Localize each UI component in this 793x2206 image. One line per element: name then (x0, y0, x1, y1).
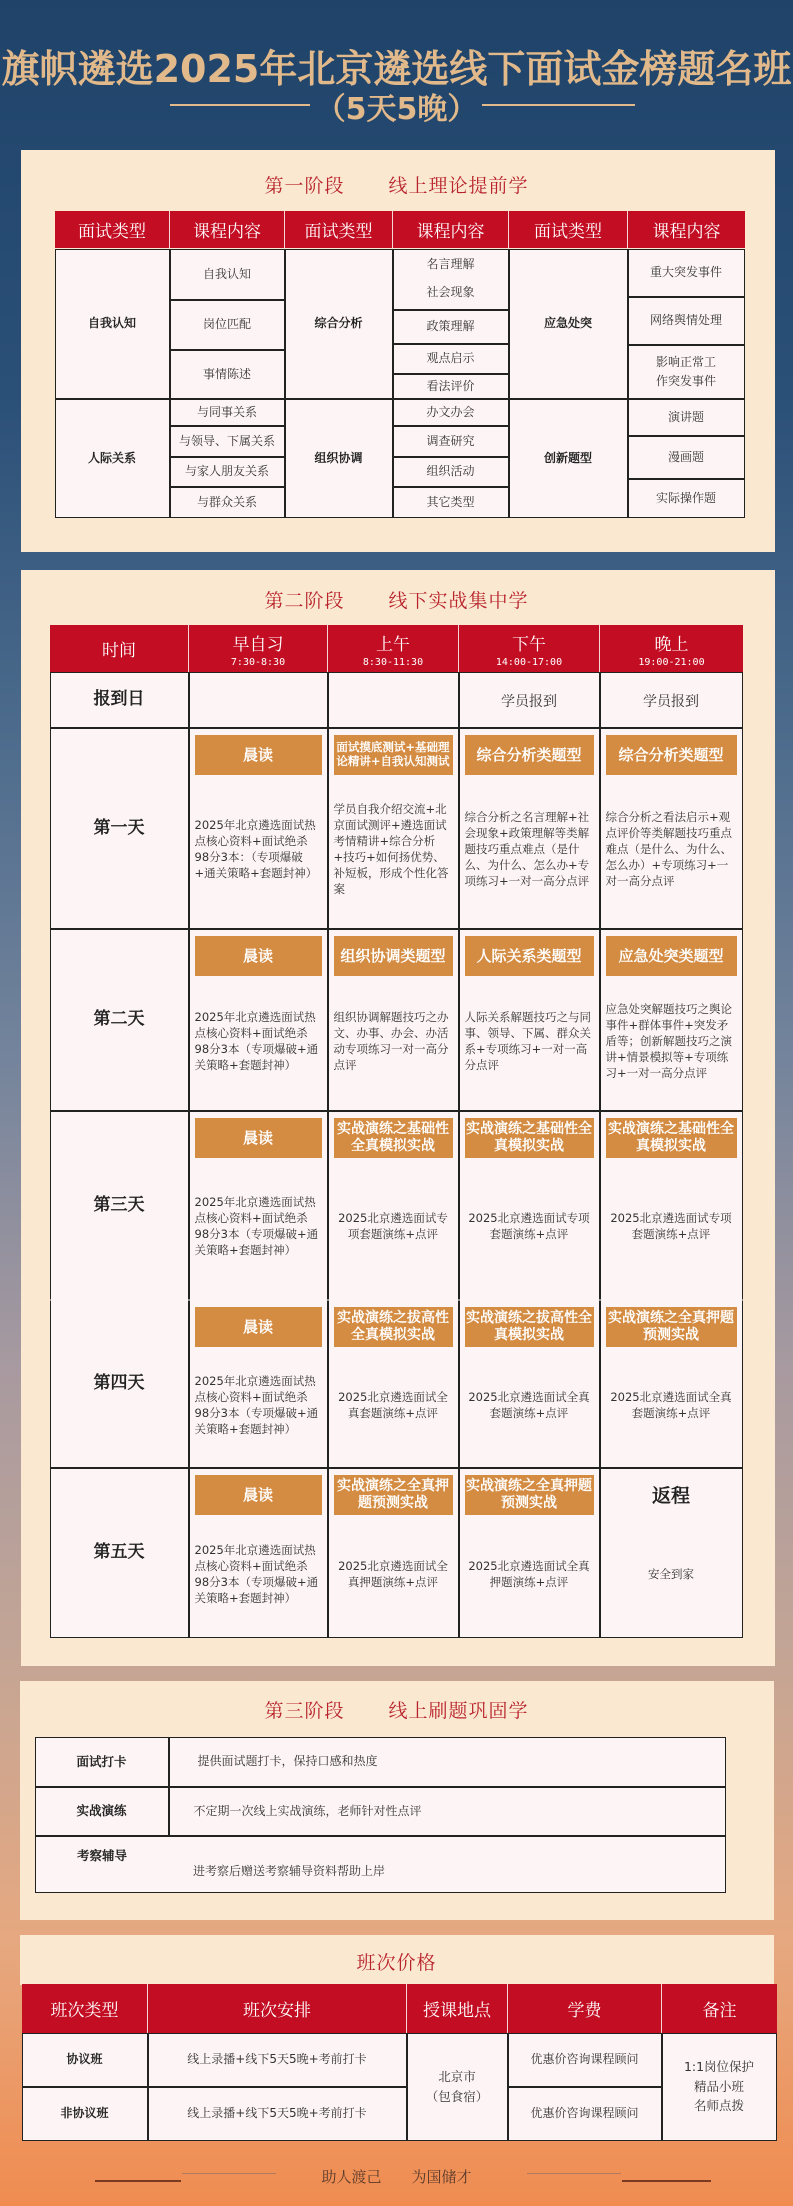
session-title: 实战演练之拔高性全真模拟实战 (334, 1307, 453, 1347)
day-label: 第四天 (50, 1300, 189, 1468)
session-title: 实战演练之全真押题预测实战 (606, 1307, 737, 1347)
session-desc: 2025北京遴选面试专项套题演练+点评 (338, 1211, 448, 1241)
type-cell: 创新题型 (509, 399, 628, 518)
content-cell: 政策理解 (393, 310, 509, 344)
col-header: 授课地点 (407, 1984, 508, 2033)
session-desc: 学员自我介绍交流+北京面试测评+遴选面试考情精讲+综合分析+技巧+如何扬优势、补短板，形成个性化答案 (333, 802, 449, 896)
schedule-cell (189, 1111, 328, 1300)
session-title: 组织协调类题型 (334, 936, 453, 976)
day-label: 第一天 (50, 728, 189, 929)
session-desc: 2025北京遴选面试专项套题演练+点评 (610, 1211, 732, 1241)
content-cell: 事情陈述 (170, 350, 285, 399)
content-cell: 组织活动 (393, 457, 509, 487)
session-title: 面试摸底测试+基础理论精讲+自我认知测试 (334, 735, 453, 775)
session-title: 晨读 (195, 936, 322, 976)
class-type: 协议班 (22, 2033, 148, 2087)
session-desc: 应急处突解题技巧之舆论事件+群体事件+突发矛盾等；创新解题技巧之演讲+情景模拟等+专项练习+一对一高分点评 (605, 1001, 732, 1080)
content-cell: 办文办会 (393, 399, 509, 426)
content-cell: 重大突发事件 (628, 249, 745, 297)
class-type: 非协议班 (22, 2087, 148, 2141)
content-cell: 调查研究 (393, 426, 509, 457)
session-title: 晨读 (195, 1307, 322, 1347)
footer-slogan: 助人渡己 为国储才 (321, 2168, 472, 2186)
class-fee: 优惠价咨询课程顾问 (508, 2087, 662, 2141)
row-label: 实战演练 (35, 1787, 169, 1836)
schedule-cell (189, 728, 328, 929)
col-header-morning-study: 早自习 7:30-8:30 (189, 625, 328, 672)
col-header: 学费 (508, 1984, 662, 2033)
col-header: 班次类型 (22, 1984, 148, 2033)
col-header-time: 时间 (50, 625, 189, 672)
class-schedule: 线上录播+线下5天5晚+考前打卡 (148, 2087, 407, 2141)
content-cell: 网络舆情处理 (628, 297, 745, 345)
schedule-cell (459, 1111, 600, 1300)
session-title: 实战演练之基础性全真模拟实战 (465, 1118, 594, 1158)
session-desc: 2025年北京遴选面试热点核心资料+面试绝杀98分3本：（专项爆破+通关策略+套题封神） (194, 818, 318, 880)
col-header-morning: 上午 8:30-11:30 (328, 625, 459, 672)
session-desc: 2025北京遴选面试全真套题演练+点评 (468, 1389, 590, 1420)
session-title: 实战演练之基础性全真模拟实战 (334, 1118, 453, 1158)
session-desc: 安全到家 (648, 1566, 694, 1581)
content-cell: 观点启示 (393, 344, 509, 374)
schedule-cell (600, 1300, 743, 1468)
schedule-cell (328, 1111, 459, 1300)
location: 北京市 (438, 2069, 476, 2085)
note: 精品小班 (693, 2078, 744, 2094)
row-label: 考察辅导 (76, 1848, 127, 1863)
session-desc: 2025年北京遴选面试热点核心资料+面试绝杀98分3本（专项爆破+通关策略+套题封神） (194, 1373, 319, 1436)
session-title: 应急处突类题型 (606, 936, 737, 976)
content-item: 名言理解 (426, 257, 475, 272)
schedule-cell (600, 1468, 743, 1638)
session-title: 晨读 (195, 1118, 322, 1158)
session-title: 实战演练之拔高性全真模拟实战 (465, 1307, 594, 1347)
col-header: 课程内容 (393, 211, 509, 248)
session-desc: 2025年北京遴选面试热点核心资料+面试绝杀98分3本（专项爆破+通关策略+套题封神） (194, 1542, 319, 1605)
col-header-evening: 晚上 19:00-21:00 (600, 625, 743, 672)
schedule-cell (189, 929, 328, 1111)
pricing-title: 班次价格 (356, 1952, 437, 1974)
schedule-cell (189, 672, 328, 728)
schedule-cell: 学员报到 (459, 672, 600, 728)
schedule-cell (328, 672, 459, 728)
session-desc: 2025北京遴选面试专项套题演练+点评 (468, 1211, 590, 1241)
content-cell: 影响正常工作突发事件 (628, 345, 745, 399)
session-desc: 组织协调解题技巧之办文、办事、办会、办活动专项练习一对一高分点评 (333, 1009, 449, 1072)
col-header: 面试类型 (55, 211, 170, 248)
col-header: 课程内容 (628, 211, 745, 248)
content-cell: 与家人朋友关系 (170, 457, 285, 487)
content-cell: 岗位匹配 (170, 300, 285, 350)
col-header: 班次安排 (148, 1984, 407, 2033)
content-cell: 与群众关系 (170, 487, 285, 518)
schedule-cell (459, 728, 600, 929)
type-cell: 人际关系 (55, 399, 170, 518)
divider (482, 104, 635, 106)
session-desc: 综合分析之名言理解+社会现象+政策理解等类解题技巧重点难点（是什么、为什么、怎么办+专项练习+一对一高分点评 (464, 810, 590, 888)
session-title: 人际关系类题型 (465, 936, 594, 976)
row-label: 面试打卡 (35, 1737, 169, 1787)
content-cell: 漫画题 (628, 436, 745, 479)
session-desc: 人际关系解题技巧之与同事、领导、下属、群众关系+专项练习+一对一高分点评 (464, 1009, 591, 1072)
session-desc: 2025北京遴选面试全真套题演练+点评 (610, 1389, 732, 1420)
phase2-title: 第二阶段 线下实战集中学 (264, 590, 529, 612)
session-desc: 2025北京遴选面试全真押题演练+点评 (468, 1558, 590, 1589)
phase3-title: 第三阶段 线上刷题巩固学 (264, 1700, 529, 1722)
content-item: 社会现象 (426, 285, 475, 299)
type-cell: 自我认知 (55, 249, 170, 399)
class-notes (662, 2033, 777, 2141)
day-label: 第三天 (50, 1111, 189, 1300)
phase1-title: 第一阶段 线上理论提前学 (264, 175, 529, 197)
col-header-afternoon: 下午 14:00-17:00 (459, 625, 600, 672)
content-cell: 实际操作题 (628, 479, 745, 518)
row-text: 提供面试题打卡，保持口感和热度 (169, 1737, 726, 1787)
type-cell: 组织协调 (285, 399, 393, 518)
row-text: 进考察后赠送考察辅导资料帮助上岸 (193, 1864, 386, 1878)
page-title: 旗帜遴选2025年北京遴选线下面试金榜题名班 (1, 47, 792, 91)
session-title: 实战演练之全真押题预测实战 (334, 1475, 453, 1515)
schedule-cell (328, 1468, 459, 1638)
schedule-cell (189, 1468, 328, 1638)
content-cell: 演讲题 (628, 399, 745, 436)
session-desc: 综合分析之看法启示+观点评价等类解题技巧重点难点（是什么、为什么、怎么办）+专项练习+一对一高分点评 (605, 810, 732, 888)
col-header: 面试类型 (509, 211, 628, 248)
session-title: 晨读 (195, 1475, 322, 1515)
schedule-cell (328, 929, 459, 1111)
schedule-cell (459, 1300, 600, 1468)
col-header: 面试类型 (285, 211, 393, 248)
content-cell: 与同事关系 (170, 399, 285, 426)
content-cell: 与领导、下属关系 (170, 426, 285, 457)
type-cell: 综合分析 (285, 249, 393, 399)
session-title: 实战演练之全真押题预测实战 (465, 1475, 594, 1515)
session-title: 综合分析类题型 (606, 735, 737, 775)
note: 名师点拨 (693, 2098, 744, 2114)
schedule-cell (600, 728, 743, 929)
session-desc: 2025年北京遴选面试热点核心资料+面试绝杀98分3本（专项爆破+通关策略+套题封神） (194, 1195, 319, 1257)
session-title: 晨读 (195, 735, 322, 775)
class-fee: 优惠价咨询课程顾问 (508, 2033, 662, 2087)
day-label: 报到日 (50, 672, 189, 728)
session-desc: 2025北京遴选面试全真押题演练+点评 (338, 1558, 448, 1589)
row-text: 不定期一次线上实战演练，老师针对性点评 (169, 1787, 726, 1836)
session-title: 实战演练之基础性全真模拟实战 (606, 1118, 737, 1158)
note: 1:1岗位保护 (683, 2059, 755, 2075)
day-label: 第五天 (50, 1468, 189, 1638)
page-subtitle: （5天5晚） (315, 92, 478, 127)
content-cell (393, 249, 509, 310)
location-note: （包食宿） (425, 2088, 489, 2104)
session-title: 返程 (651, 1485, 690, 1507)
schedule-cell (328, 1300, 459, 1468)
schedule-cell (459, 929, 600, 1111)
class-location (407, 2033, 508, 2141)
schedule-cell (189, 1300, 328, 1468)
type-cell: 应急处突 (509, 249, 628, 399)
col-header: 备注 (662, 1984, 777, 2033)
content-cell: 看法评价 (393, 374, 509, 399)
schedule-cell (328, 728, 459, 929)
footer-line (527, 2173, 621, 2174)
content-cell: 其它类型 (393, 487, 509, 518)
day-label: 第二天 (50, 929, 189, 1111)
session-desc: 2025北京遴选面试全真套题演练+点评 (338, 1389, 448, 1420)
schedule-cell (600, 929, 743, 1111)
schedule-cell (600, 1111, 743, 1300)
footer-line (622, 2180, 711, 2182)
schedule-cell (459, 1468, 600, 1638)
content-cell: 自我认知 (170, 249, 285, 300)
class-schedule: 线上录播+线下5天5晚+考前打卡 (148, 2033, 407, 2087)
schedule-cell: 学员报到 (600, 672, 743, 728)
col-header: 课程内容 (170, 211, 285, 248)
session-title: 综合分析类题型 (465, 735, 594, 775)
session-desc: 2025年北京遴选面试热点核心资料+面试绝杀98分3本（专项爆破+通关策略+套题封神） (194, 1009, 319, 1072)
